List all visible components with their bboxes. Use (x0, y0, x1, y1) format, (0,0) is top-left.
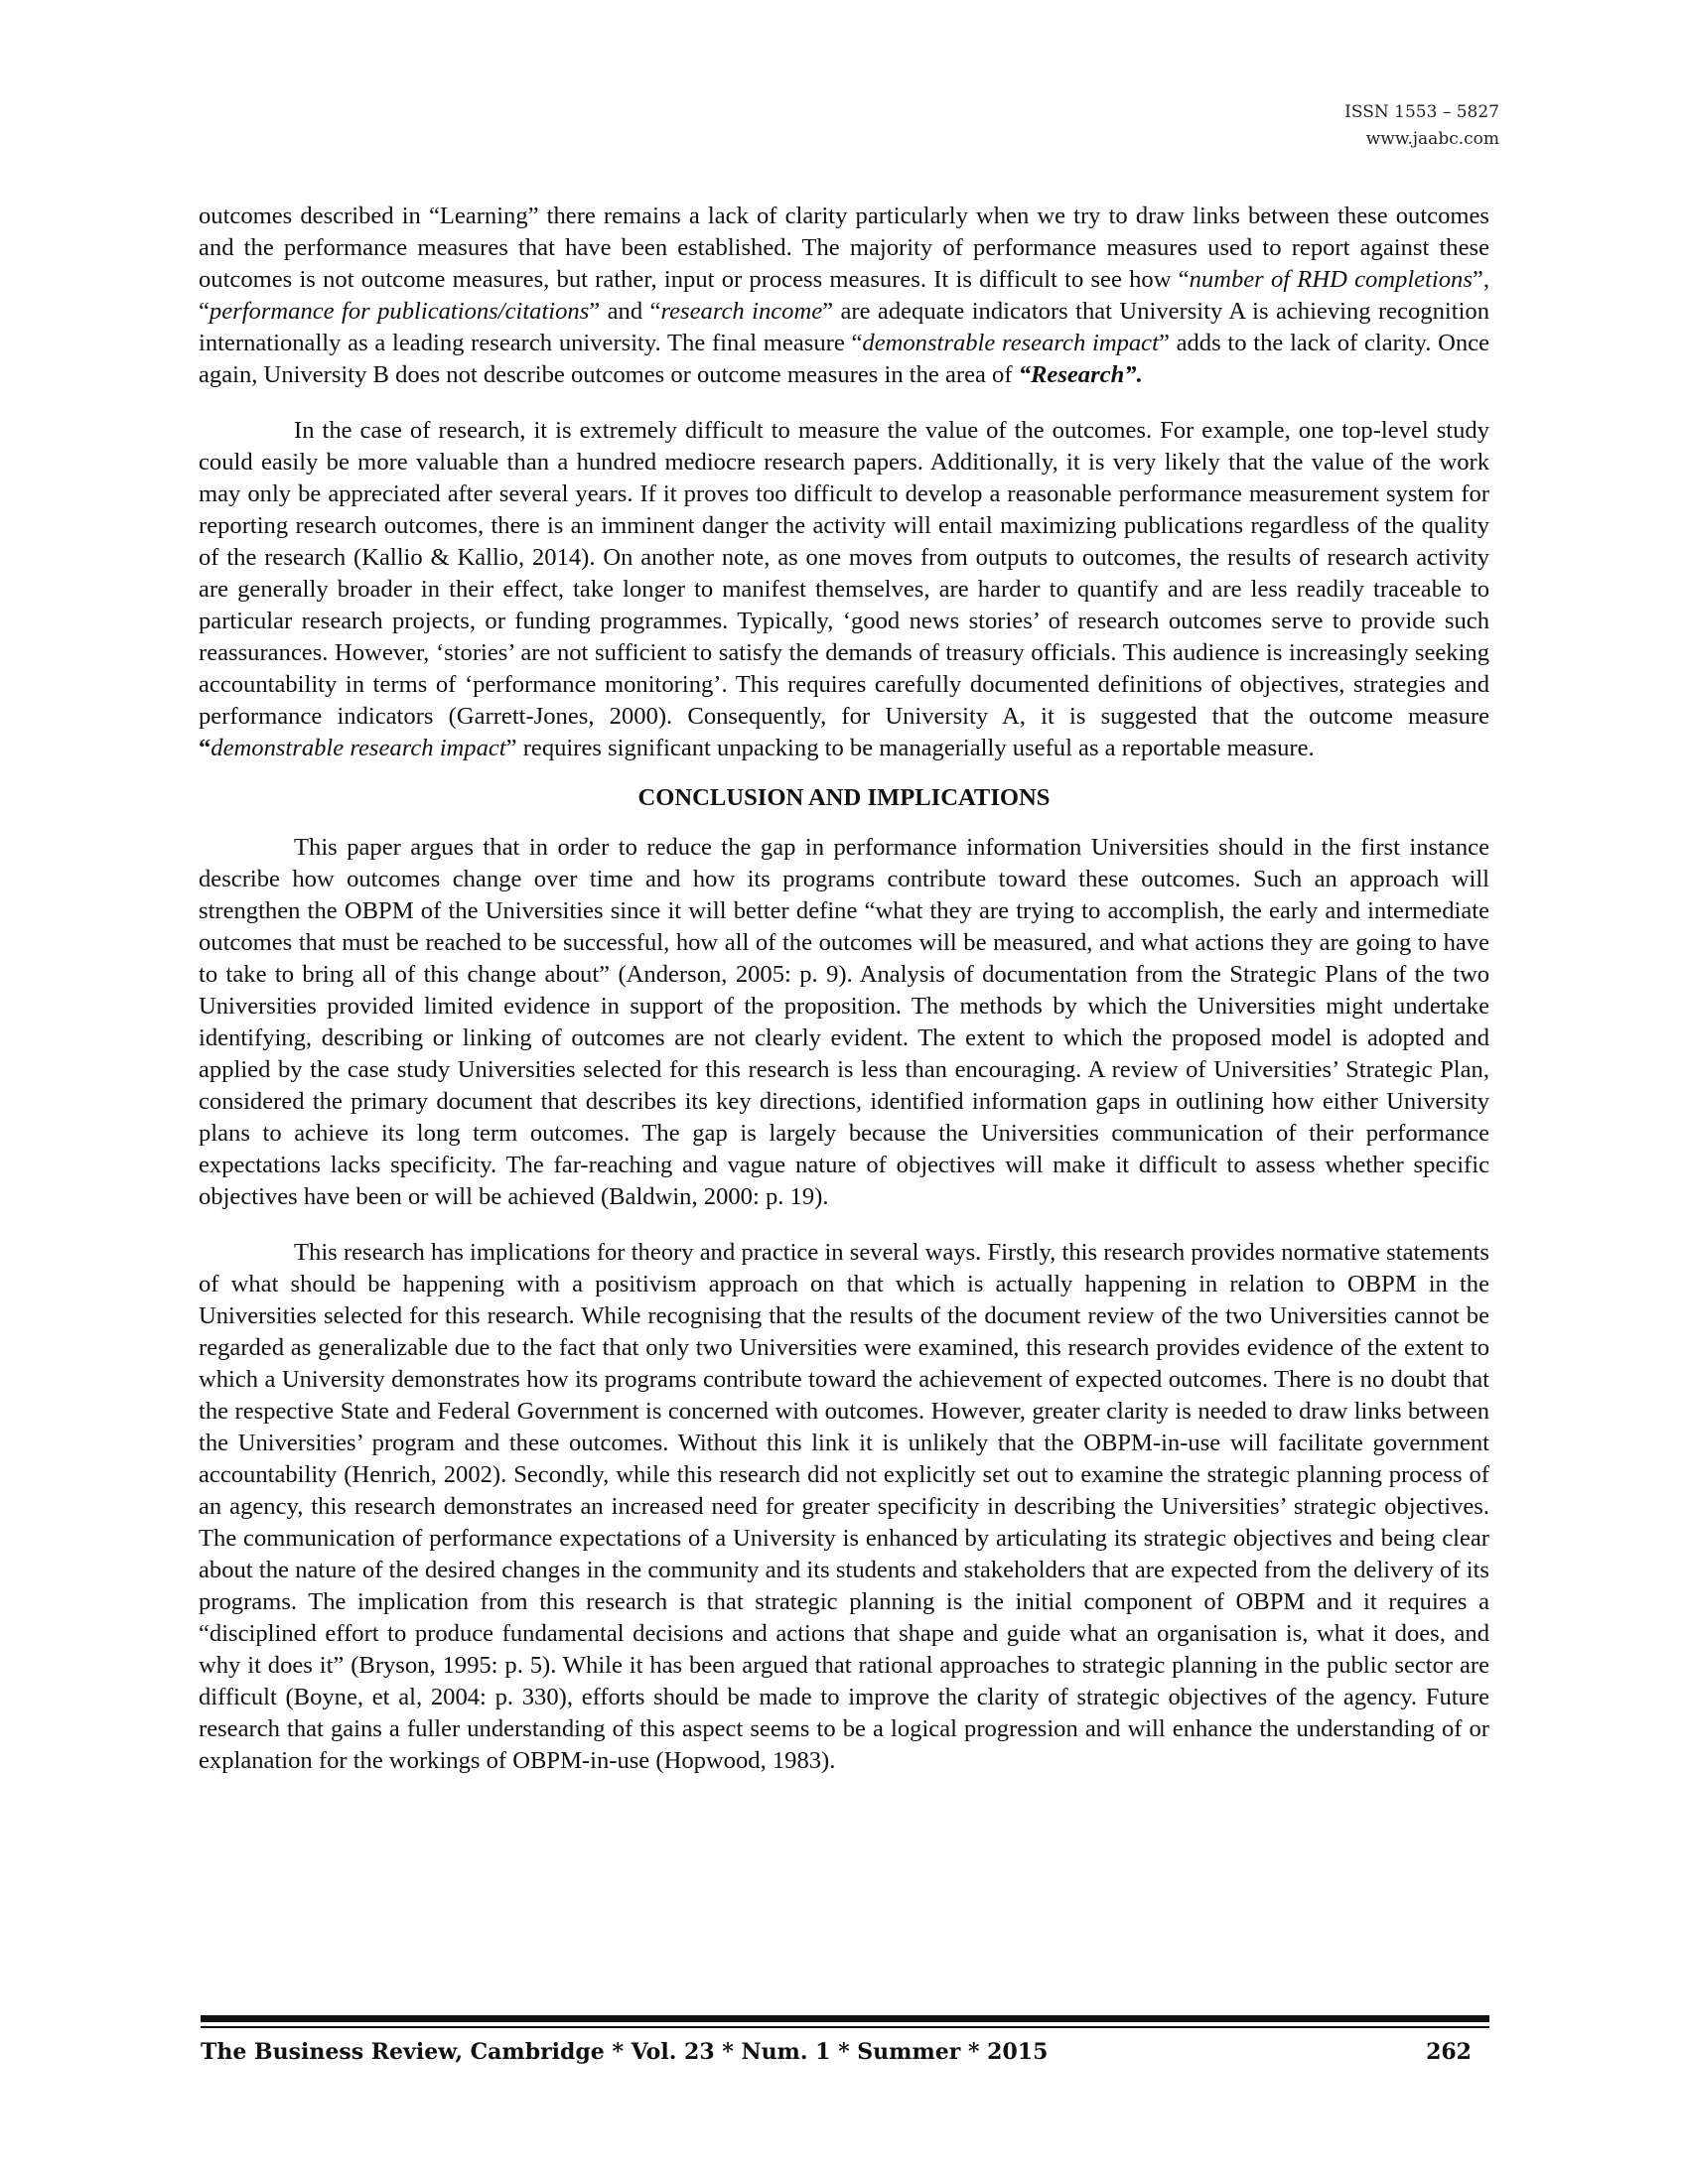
issn-number: ISSN 1553 – 5827 (1344, 102, 1499, 122)
emphasis-text: demonstrable research impact (211, 735, 506, 761)
paragraph-learning-outcomes (199, 201, 1489, 391)
running-header (1102, 99, 1499, 153)
footer-rule-thin (201, 2026, 1489, 2028)
text-run: ” adds to the lack of clarity. Once again, University B does not describe outcomes or outcome measures in the area of (199, 330, 1489, 388)
section-heading: CONCLUSION AND IMPLICATIONS (637, 784, 1051, 811)
footer-rule (201, 2015, 1489, 2022)
emphasis-text: performance for publications/citations (209, 298, 590, 325)
text-run: outcomes described in “Learning” there remains a lack of clarity particularly when we try to draw links between these outcomes and the performance measures that have been established. The majority of performance measures used to report against these outcomes is not outcome measures, but rather, input or process measures. It is difficult to see how “ (199, 203, 1489, 293)
paragraph-research-value (199, 415, 1489, 764)
journal-website: www.jaabc.com (1365, 129, 1499, 149)
emphasis-text: “Research”. (1018, 361, 1143, 388)
page-number: 262 (1426, 2039, 1472, 2065)
emphasis-text: number of RHD completions (1189, 266, 1473, 293)
paragraph-conclusion: This paper argues that in order to reduce the gap in performance information Universities should in the first instance describe how outcomes change over time and how its programs contribute toward these outcomes. Such an approach will strengthen the OBPM of the Universities since it will better define “what they are trying to accomplish, the early and intermediate outcomes that must be reached to be successful, how all of the outcomes will be measured, and what actions they are going to have to take to bring all of this change about” (Anderson, 2005: p. 9). Analysis of documentation from the Strategic Plans of the two Universities provided limited evidence in support of the proposition. The methods by which the Universities might undertake identifying, describing or linking of outcomes are not clearly evident. The extent to which the proposed model is adopted and applied by the case study Universities selected for this research is less than encouraging. A review of Universities’ Strategic Plan, considered the primary document that describes its key directions, identified information gaps in outlining how either University plans to achieve its long term outcomes. The gap is largely because the Universities communication of their performance expectations lacks specificity. The far-reaching and vague nature of objectives will make it difficult to assess whether specific objectives have been or will be achieved (Baldwin, 2000: p. 19). (199, 834, 1489, 1210)
text-run: In the case of research, it is extremely difficult to measure the value of the outcomes. For example, one top-level study could easily be more valuable than a hundred mediocre research papers. Additionally, it is very likely that the value of the work may only be appreciated after several years. If it proves too difficult to develop a reasonable performance measurement system for reporting research outcomes, there is an imminent danger the activity will entail maximizing publications regardless of the quality of the research (Kallio & Kallio, 2014). On another note, as one moves from outputs to outcomes, the results of research activity are generally broader in their effect, take longer to manifest themselves, are harder to quantify and are less readily traceable to particular research projects, or funding programmes. Typically, ‘good news stories’ of research outcomes serve to provide such reassurances. However, ‘stories’ are not sufficient to satisfy the demands of treasury officials. This audience is increasingly seeking accountability in terms of ‘performance monitoring’. This requires carefully documented definitions of objectives, strategies and performance indicators (Garrett-Jones, 2000). Consequently, for University A, it is suggested that the outcome measure (199, 417, 1489, 730)
bold-quote-mark: “ (199, 735, 211, 761)
article-body (199, 201, 1489, 1777)
text-run: ” requires significant unpacking to be managerially useful as a reportable measure. (505, 735, 1315, 761)
text-run: ” are adequate indicators that University A is achieving recognition internationally as a leading research university. The final measure “ (199, 298, 1489, 356)
paragraph-implications: This research has implications for theory and practice in several ways. Firstly, this research provides normative statements of what should be happening with a positivism approach on that which is actually happening in relation to OBPM in the Universities selected for this research. While recognising that the results of the document review of the two Universities cannot be regarded as generalizable due to the fact that only two Universities were examined, this research provides evidence of the extent to which a University demonstrates how its programs contribute toward the achievement of expected outcomes. There is no doubt that the respective State and Federal Government is concerned with outcomes. However, greater clarity is needed to draw links between the Universities’ program and these outcomes. Without this link it is unlikely that the OBPM-in-use will facilitate government accountability (Henrich, 2002). Secondly, while this research did not explicitly set out to examine the strategic planning process of an agency, this research demonstrates an increased need for greater specificity in describing the Universities’ strategic objectives. The communication of performance expectations of a University is enhanced by articulating its strategic objectives and being clear about the nature of the desired changes in the community and its students and stakeholders that are expected from the delivery of its programs. The implication from this research is that strategic planning is the initial component of OBPM and it requires a “disciplined effort to produce fundamental decisions and actions that shape and guide what an organisation is, what it does, and why it does it” (Bryson, 1995: p. 5). While it has been argued that rational approaches to strategic planning in the public sector are difficult (Boyne, et al, 2004: p. 330), efforts should be made to improve the clarity of strategic objectives of the agency. Future research that gains a fuller understanding of this aspect seems to be a logical progression and will enhance the understanding of or explanation for the workings of OBPM-in-use (Hopwood, 1983). (199, 1239, 1489, 1774)
footer-journal-citation: The Business Review, Cambridge * Vol. 23 * Num. 1 * Summer * 2015 (201, 2039, 1049, 2065)
emphasis-text: demonstrable research impact (862, 330, 1159, 356)
text-run: ”, “ (199, 266, 1489, 325)
emphasis-text: research income (660, 298, 823, 325)
text-run: ” and “ (589, 298, 661, 325)
